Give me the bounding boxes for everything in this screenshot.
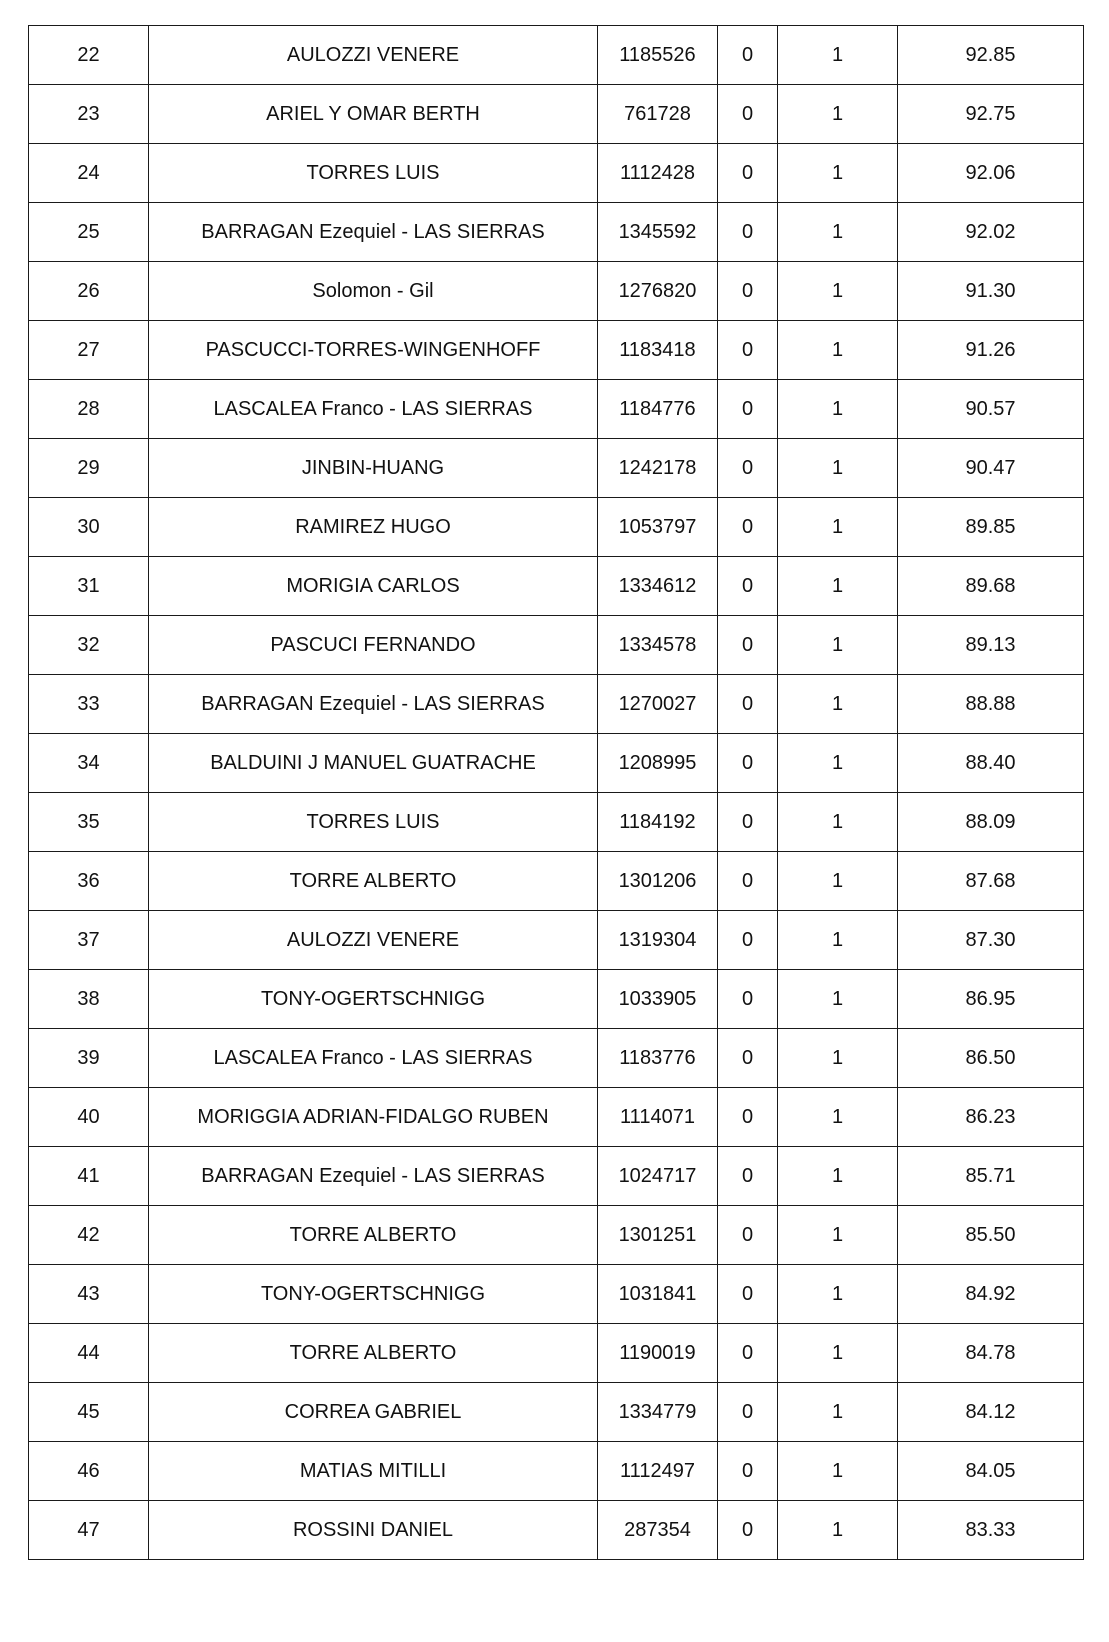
score-cell: 86.50 — [898, 1029, 1084, 1088]
table-row — [29, 321, 1084, 380]
col-b-cell: 1 — [778, 1324, 898, 1383]
position-cell: 45 — [29, 1383, 149, 1442]
id-cell: 1184192 — [598, 793, 718, 852]
name-cell: BALDUINI J MANUEL GUATRACHE — [149, 734, 598, 793]
col-b-cell: 1 — [778, 793, 898, 852]
col-a-cell: 0 — [718, 203, 778, 262]
table-row — [29, 1206, 1084, 1265]
score-cell: 89.85 — [898, 498, 1084, 557]
table-row — [29, 616, 1084, 675]
name-cell: TORRE ALBERTO — [149, 852, 598, 911]
id-cell: 1112497 — [598, 1442, 718, 1501]
col-b-cell: 1 — [778, 1501, 898, 1560]
id-cell: 1190019 — [598, 1324, 718, 1383]
col-a-cell: 0 — [718, 144, 778, 203]
col-a-cell: 0 — [718, 85, 778, 144]
table-row — [29, 911, 1084, 970]
position-cell: 31 — [29, 557, 149, 616]
name-cell: RAMIREZ HUGO — [149, 498, 598, 557]
position-cell: 28 — [29, 380, 149, 439]
score-cell: 85.50 — [898, 1206, 1084, 1265]
col-b-cell: 1 — [778, 380, 898, 439]
table-row — [29, 380, 1084, 439]
id-cell: 1031841 — [598, 1265, 718, 1324]
col-a-cell: 0 — [718, 498, 778, 557]
id-cell: 1334612 — [598, 557, 718, 616]
table-row — [29, 734, 1084, 793]
position-cell: 34 — [29, 734, 149, 793]
id-cell: 1053797 — [598, 498, 718, 557]
col-b-cell: 1 — [778, 970, 898, 1029]
score-cell: 91.30 — [898, 262, 1084, 321]
col-a-cell: 0 — [718, 1442, 778, 1501]
score-cell: 88.88 — [898, 675, 1084, 734]
col-b-cell: 1 — [778, 26, 898, 85]
col-b-cell: 1 — [778, 1442, 898, 1501]
position-cell: 30 — [29, 498, 149, 557]
table-row — [29, 1265, 1084, 1324]
position-cell: 23 — [29, 85, 149, 144]
id-cell: 1301251 — [598, 1206, 718, 1265]
table-row — [29, 557, 1084, 616]
id-cell: 1184776 — [598, 380, 718, 439]
name-cell: MORIGGIA ADRIAN-FIDALGO RUBEN — [149, 1088, 598, 1147]
id-cell: 1276820 — [598, 262, 718, 321]
results-body — [29, 26, 1084, 1560]
name-cell: LASCALEA Franco - LAS SIERRAS — [149, 380, 598, 439]
position-cell: 27 — [29, 321, 149, 380]
id-cell: 1185526 — [598, 26, 718, 85]
score-cell: 92.02 — [898, 203, 1084, 262]
table-row — [29, 26, 1084, 85]
id-cell: 1334779 — [598, 1383, 718, 1442]
id-cell: 1301206 — [598, 852, 718, 911]
table-row — [29, 1029, 1084, 1088]
score-cell: 83.33 — [898, 1501, 1084, 1560]
id-cell: 1334578 — [598, 616, 718, 675]
position-cell: 26 — [29, 262, 149, 321]
position-cell: 39 — [29, 1029, 149, 1088]
name-cell: TORRE ALBERTO — [149, 1206, 598, 1265]
position-cell: 47 — [29, 1501, 149, 1560]
score-cell: 84.12 — [898, 1383, 1084, 1442]
col-b-cell: 1 — [778, 1383, 898, 1442]
id-cell: 1183776 — [598, 1029, 718, 1088]
id-cell: 1114071 — [598, 1088, 718, 1147]
col-b-cell: 1 — [778, 203, 898, 262]
table-row — [29, 675, 1084, 734]
position-cell: 40 — [29, 1088, 149, 1147]
score-cell: 90.57 — [898, 380, 1084, 439]
col-b-cell: 1 — [778, 498, 898, 557]
col-a-cell: 0 — [718, 26, 778, 85]
name-cell: TONY-OGERTSCHNIGG — [149, 1265, 598, 1324]
score-cell: 86.23 — [898, 1088, 1084, 1147]
table-row — [29, 1442, 1084, 1501]
score-cell: 86.95 — [898, 970, 1084, 1029]
table-row — [29, 1501, 1084, 1560]
col-b-cell: 1 — [778, 616, 898, 675]
table-row — [29, 498, 1084, 557]
position-cell: 33 — [29, 675, 149, 734]
col-b-cell: 1 — [778, 1088, 898, 1147]
col-a-cell: 0 — [718, 321, 778, 380]
table-row — [29, 144, 1084, 203]
id-cell: 287354 — [598, 1501, 718, 1560]
col-a-cell: 0 — [718, 1088, 778, 1147]
name-cell: PASCUCI FERNANDO — [149, 616, 598, 675]
col-b-cell: 1 — [778, 1147, 898, 1206]
score-cell: 91.26 — [898, 321, 1084, 380]
position-cell: 25 — [29, 203, 149, 262]
name-cell: TORRE ALBERTO — [149, 1324, 598, 1383]
id-cell: 1033905 — [598, 970, 718, 1029]
col-a-cell: 0 — [718, 1501, 778, 1560]
col-a-cell: 0 — [718, 439, 778, 498]
name-cell: CORREA GABRIEL — [149, 1383, 598, 1442]
table-row — [29, 85, 1084, 144]
name-cell: BARRAGAN Ezequiel - LAS SIERRAS — [149, 1147, 598, 1206]
score-cell: 92.06 — [898, 144, 1084, 203]
id-cell: 1112428 — [598, 144, 718, 203]
name-cell: MORIGIA CARLOS — [149, 557, 598, 616]
col-b-cell: 1 — [778, 852, 898, 911]
name-cell: TORRES LUIS — [149, 144, 598, 203]
name-cell: MATIAS MITILLI — [149, 1442, 598, 1501]
position-cell: 46 — [29, 1442, 149, 1501]
score-cell: 84.92 — [898, 1265, 1084, 1324]
id-cell: 1242178 — [598, 439, 718, 498]
col-a-cell: 0 — [718, 675, 778, 734]
score-cell: 84.05 — [898, 1442, 1084, 1501]
col-b-cell: 1 — [778, 1265, 898, 1324]
col-b-cell: 1 — [778, 85, 898, 144]
col-a-cell: 0 — [718, 380, 778, 439]
name-cell: TORRES LUIS — [149, 793, 598, 852]
col-b-cell: 1 — [778, 439, 898, 498]
score-cell: 85.71 — [898, 1147, 1084, 1206]
col-b-cell: 1 — [778, 675, 898, 734]
score-cell: 90.47 — [898, 439, 1084, 498]
col-b-cell: 1 — [778, 734, 898, 793]
col-a-cell: 0 — [718, 1147, 778, 1206]
table-row — [29, 262, 1084, 321]
col-b-cell: 1 — [778, 144, 898, 203]
table-row — [29, 970, 1084, 1029]
table-row — [29, 793, 1084, 852]
col-a-cell: 0 — [718, 557, 778, 616]
position-cell: 36 — [29, 852, 149, 911]
col-a-cell: 0 — [718, 1265, 778, 1324]
name-cell: TONY-OGERTSCHNIGG — [149, 970, 598, 1029]
table-row — [29, 1324, 1084, 1383]
name-cell: AULOZZI VENERE — [149, 911, 598, 970]
col-b-cell: 1 — [778, 262, 898, 321]
position-cell: 42 — [29, 1206, 149, 1265]
col-a-cell: 0 — [718, 852, 778, 911]
table-row — [29, 1088, 1084, 1147]
table-row — [29, 203, 1084, 262]
score-cell: 87.68 — [898, 852, 1084, 911]
id-cell: 761728 — [598, 85, 718, 144]
name-cell: LASCALEA Franco - LAS SIERRAS — [149, 1029, 598, 1088]
position-cell: 43 — [29, 1265, 149, 1324]
position-cell: 22 — [29, 26, 149, 85]
name-cell: Solomon - Gil — [149, 262, 598, 321]
name-cell: PASCUCCI-TORRES-WINGENHOFF — [149, 321, 598, 380]
id-cell: 1345592 — [598, 203, 718, 262]
col-b-cell: 1 — [778, 321, 898, 380]
score-cell: 89.68 — [898, 557, 1084, 616]
col-a-cell: 0 — [718, 1324, 778, 1383]
position-cell: 24 — [29, 144, 149, 203]
position-cell: 29 — [29, 439, 149, 498]
id-cell: 1270027 — [598, 675, 718, 734]
col-b-cell: 1 — [778, 1206, 898, 1265]
col-a-cell: 0 — [718, 616, 778, 675]
table-row — [29, 852, 1084, 911]
col-a-cell: 0 — [718, 1029, 778, 1088]
name-cell: BARRAGAN Ezequiel - LAS SIERRAS — [149, 675, 598, 734]
col-a-cell: 0 — [718, 1383, 778, 1442]
name-cell: ROSSINI DANIEL — [149, 1501, 598, 1560]
col-a-cell: 0 — [718, 793, 778, 852]
id-cell: 1208995 — [598, 734, 718, 793]
col-a-cell: 0 — [718, 911, 778, 970]
col-a-cell: 0 — [718, 262, 778, 321]
table-row — [29, 1383, 1084, 1442]
score-cell: 84.78 — [898, 1324, 1084, 1383]
name-cell: AULOZZI VENERE — [149, 26, 598, 85]
position-cell: 37 — [29, 911, 149, 970]
col-b-cell: 1 — [778, 557, 898, 616]
score-cell: 87.30 — [898, 911, 1084, 970]
position-cell: 35 — [29, 793, 149, 852]
position-cell: 41 — [29, 1147, 149, 1206]
table-row — [29, 1147, 1084, 1206]
col-b-cell: 1 — [778, 1029, 898, 1088]
id-cell: 1183418 — [598, 321, 718, 380]
col-a-cell: 0 — [718, 1206, 778, 1265]
position-cell: 32 — [29, 616, 149, 675]
score-cell: 88.09 — [898, 793, 1084, 852]
name-cell: JINBIN-HUANG — [149, 439, 598, 498]
col-a-cell: 0 — [718, 734, 778, 793]
score-cell: 89.13 — [898, 616, 1084, 675]
score-cell: 92.85 — [898, 26, 1084, 85]
table-row — [29, 439, 1084, 498]
score-cell: 92.75 — [898, 85, 1084, 144]
name-cell: BARRAGAN Ezequiel - LAS SIERRAS — [149, 203, 598, 262]
results-table — [28, 25, 1084, 1560]
col-b-cell: 1 — [778, 911, 898, 970]
id-cell: 1319304 — [598, 911, 718, 970]
col-a-cell: 0 — [718, 970, 778, 1029]
id-cell: 1024717 — [598, 1147, 718, 1206]
score-cell: 88.40 — [898, 734, 1084, 793]
position-cell: 38 — [29, 970, 149, 1029]
name-cell: ARIEL Y OMAR BERTH — [149, 85, 598, 144]
position-cell: 44 — [29, 1324, 149, 1383]
